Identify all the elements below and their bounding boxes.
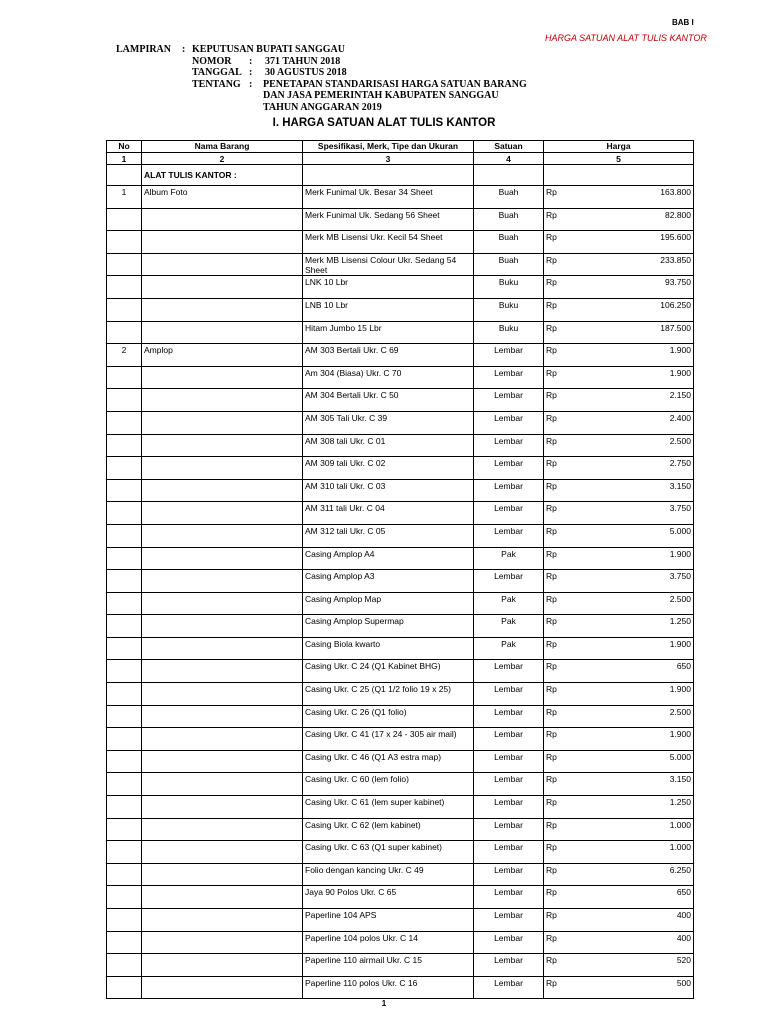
cell-satuan: Pak <box>474 615 544 638</box>
cell-satuan: Lembar <box>474 434 544 457</box>
empty-cell <box>303 165 474 186</box>
column-number: 2 <box>142 153 303 165</box>
cell-currency: Rp <box>544 705 570 728</box>
cell-currency: Rp <box>544 750 570 773</box>
cell-satuan: Lembar <box>474 773 544 796</box>
cell-satuan: Pak <box>474 547 544 570</box>
cell-no <box>107 886 142 909</box>
table-row <box>107 705 694 728</box>
cell-satuan: Lembar <box>474 344 544 367</box>
cell-satuan: Lembar <box>474 479 544 502</box>
table-row <box>107 479 694 502</box>
cell-currency: Rp <box>544 592 570 615</box>
cell-currency: Rp <box>544 298 570 321</box>
cell-spesifikasi: Am 304 (Biasa) Ukr. C 70 <box>303 366 474 389</box>
page-subtitle: HARGA SATUAN ALAT TULIS KANTOR <box>545 33 707 43</box>
cell-nama-barang <box>142 705 303 728</box>
empty-cell <box>474 165 544 186</box>
table-row <box>107 434 694 457</box>
cell-spesifikasi: Folio dengan kancing Ukr. C 49 <box>303 863 474 886</box>
cell-spesifikasi: AM 312 tali Ukr. C 05 <box>303 524 474 547</box>
cell-currency: Rp <box>544 434 570 457</box>
cell-harga: 93.750 <box>570 276 694 299</box>
cell-no <box>107 773 142 796</box>
cell-no <box>107 434 142 457</box>
cell-currency: Rp <box>544 186 570 209</box>
cell-satuan: Lembar <box>474 366 544 389</box>
cell-no <box>107 909 142 932</box>
table-row <box>107 502 694 525</box>
cell-spesifikasi: Paperline 104 APS <box>303 909 474 932</box>
table-row <box>107 457 694 480</box>
cell-no: 2 <box>107 344 142 367</box>
price-table <box>106 140 694 999</box>
cell-currency: Rp <box>544 796 570 819</box>
cell-currency: Rp <box>544 773 570 796</box>
page-number: 1 <box>381 999 387 1008</box>
cell-spesifikasi: Merk Funimal Uk. Sedang 56 Sheet <box>303 208 474 231</box>
table-row <box>107 321 694 344</box>
table-row <box>107 976 694 999</box>
cell-satuan: Lembar <box>474 389 544 412</box>
cell-no <box>107 637 142 660</box>
column-number: 4 <box>474 153 544 165</box>
empty-cell <box>544 165 694 186</box>
cell-satuan: Lembar <box>474 886 544 909</box>
table-row <box>107 570 694 593</box>
cell-spesifikasi: LNK 10 Lbr <box>303 276 474 299</box>
cell-no <box>107 231 142 254</box>
cell-satuan: Buah <box>474 253 544 276</box>
cell-harga: 1.000 <box>570 841 694 864</box>
cell-spesifikasi: AM 311 tali Ukr. C 04 <box>303 502 474 525</box>
cell-spesifikasi: AM 310 tali Ukr. C 03 <box>303 479 474 502</box>
cell-currency: Rp <box>544 841 570 864</box>
table-row <box>107 276 694 299</box>
cell-nama-barang <box>142 479 303 502</box>
cell-no <box>107 411 142 434</box>
cell-no <box>107 728 142 751</box>
cell-currency: Rp <box>544 547 570 570</box>
cell-harga: 187.500 <box>570 321 694 344</box>
cell-currency: Rp <box>544 818 570 841</box>
cell-currency: Rp <box>544 479 570 502</box>
table-row <box>107 909 694 932</box>
cell-spesifikasi: AM 308 tali Ukr. C 01 <box>303 434 474 457</box>
cell-nama-barang <box>142 547 303 570</box>
header-harga: Harga <box>544 141 694 153</box>
table-row <box>107 186 694 209</box>
cell-harga: 2.400 <box>570 411 694 434</box>
cell-spesifikasi: AM 303 Bertali Ukr. C 69 <box>303 344 474 367</box>
lampiran-label: LAMPIRAN <box>116 44 171 55</box>
cell-spesifikasi: Casing Ukr. C 61 (lem super kabinet) <box>303 796 474 819</box>
column-number: 5 <box>544 153 694 165</box>
table-row <box>107 637 694 660</box>
header-nama-barang: Nama Barang <box>142 141 303 153</box>
cell-harga: 3.150 <box>570 479 694 502</box>
cell-spesifikasi: Merk MB Lisensi Ukr. Kecil 54 Sheet <box>303 231 474 254</box>
cell-no <box>107 705 142 728</box>
cell-spesifikasi: Paperline 110 airmail Ukr. C 15 <box>303 954 474 977</box>
cell-harga: 2.500 <box>570 592 694 615</box>
cell-spesifikasi: Casing Amplop A3 <box>303 570 474 593</box>
tanggal-label: TANGGAL <box>192 67 242 78</box>
cell-nama-barang <box>142 909 303 932</box>
cell-no <box>107 750 142 773</box>
nomor-value: 371 TAHUN 2018 <box>265 55 341 67</box>
cell-spesifikasi: Casing Amplop A4 <box>303 547 474 570</box>
cell-nama-barang: Album Foto <box>142 186 303 209</box>
cell-harga: 82.800 <box>570 208 694 231</box>
cell-satuan: Lembar <box>474 728 544 751</box>
cell-no <box>107 841 142 864</box>
cell-harga: 5.000 <box>570 524 694 547</box>
cell-no <box>107 276 142 299</box>
cell-spesifikasi: Casing Ukr. C 46 (Q1 A3 estra map) <box>303 750 474 773</box>
cell-harga: 650 <box>570 886 694 909</box>
cell-spesifikasi: Casing Ukr. C 63 (Q1 super kabinet) <box>303 841 474 864</box>
cell-spesifikasi: AM 309 tali Ukr. C 02 <box>303 457 474 480</box>
cell-satuan: Lembar <box>474 457 544 480</box>
table-row <box>107 750 694 773</box>
cell-no: 1 <box>107 186 142 209</box>
cell-harga: 233.850 <box>570 253 694 276</box>
cell-nama-barang <box>142 524 303 547</box>
cell-no <box>107 479 142 502</box>
cell-nama-barang: Amplop <box>142 344 303 367</box>
table-row <box>107 683 694 706</box>
cell-nama-barang <box>142 818 303 841</box>
cell-no <box>107 976 142 999</box>
cell-satuan: Lembar <box>474 863 544 886</box>
cell-harga: 520 <box>570 954 694 977</box>
cell-currency: Rp <box>544 863 570 886</box>
cell-nama-barang <box>142 976 303 999</box>
tentang-label: TENTANG <box>192 78 241 90</box>
table-row <box>107 818 694 841</box>
cell-no <box>107 457 142 480</box>
cell-spesifikasi: Paperline 110 polos Ukr. C 16 <box>303 976 474 999</box>
column-number: 1 <box>107 153 142 165</box>
cell-nama-barang <box>142 683 303 706</box>
cell-currency: Rp <box>544 231 570 254</box>
cell-currency: Rp <box>544 389 570 412</box>
cell-nama-barang <box>142 750 303 773</box>
cell-nama-barang <box>142 411 303 434</box>
cell-spesifikasi: Casing Amplop Supermap <box>303 615 474 638</box>
cell-nama-barang <box>142 570 303 593</box>
nomor-colon: : <box>249 55 253 67</box>
cell-nama-barang <box>142 276 303 299</box>
cell-no <box>107 547 142 570</box>
cell-harga: 1.900 <box>570 683 694 706</box>
cell-nama-barang <box>142 321 303 344</box>
cell-currency: Rp <box>544 253 570 276</box>
cell-satuan: Lembar <box>474 570 544 593</box>
cell-harga: 1.250 <box>570 796 694 819</box>
tentang-line-2: DAN JASA PEMERINTAH KABUPATEN SANGGAU <box>263 90 499 101</box>
cell-satuan: Buku <box>474 298 544 321</box>
header-spesifikasi: Spesifikasi, Merk, Tipe dan Ukuran <box>303 141 474 153</box>
cell-spesifikasi: LNB 10 Lbr <box>303 298 474 321</box>
tentang-colon: : <box>249 78 253 90</box>
cell-currency: Rp <box>544 208 570 231</box>
cell-satuan: Buah <box>474 231 544 254</box>
cell-spesifikasi: Paperline 104 polos Ukr. C 14 <box>303 931 474 954</box>
cell-nama-barang <box>142 660 303 683</box>
table-row <box>107 231 694 254</box>
table-row <box>107 389 694 412</box>
cell-nama-barang <box>142 389 303 412</box>
cell-currency: Rp <box>544 411 570 434</box>
cell-no <box>107 208 142 231</box>
cell-spesifikasi: Casing Amplop Map <box>303 592 474 615</box>
cell-satuan: Lembar <box>474 976 544 999</box>
cell-no <box>107 389 142 412</box>
cell-currency: Rp <box>544 637 570 660</box>
cell-currency: Rp <box>544 728 570 751</box>
cell-harga: 2.500 <box>570 434 694 457</box>
cell-nama-barang <box>142 615 303 638</box>
table-row <box>107 366 694 389</box>
column-number-row <box>107 153 694 165</box>
cell-harga: 5.000 <box>570 750 694 773</box>
keputusan-text: KEPUTUSAN BUPATI SANGGAU <box>192 44 345 55</box>
cell-satuan: Lembar <box>474 524 544 547</box>
cell-satuan: Lembar <box>474 909 544 932</box>
cell-nama-barang <box>142 886 303 909</box>
cell-currency: Rp <box>544 886 570 909</box>
header-satuan: Satuan <box>474 141 544 153</box>
cell-currency: Rp <box>544 321 570 344</box>
cell-harga: 1.000 <box>570 818 694 841</box>
cell-satuan: Lembar <box>474 796 544 819</box>
cell-satuan: Lembar <box>474 502 544 525</box>
cell-currency: Rp <box>544 931 570 954</box>
cell-spesifikasi: Casing Ukr. C 62 (lem kabinet) <box>303 818 474 841</box>
cell-satuan: Buah <box>474 208 544 231</box>
cell-no <box>107 570 142 593</box>
column-number: 3 <box>303 153 474 165</box>
cell-currency: Rp <box>544 457 570 480</box>
cell-spesifikasi: Merk Funimal Uk. Besar 34 Sheet <box>303 186 474 209</box>
cell-nama-barang <box>142 863 303 886</box>
chapter-label: BAB I <box>672 18 694 27</box>
cell-harga: 2.150 <box>570 389 694 412</box>
cell-harga: 1.900 <box>570 728 694 751</box>
cell-no <box>107 818 142 841</box>
cell-nama-barang <box>142 773 303 796</box>
table-row <box>107 841 694 864</box>
cell-harga: 3.150 <box>570 773 694 796</box>
table-row <box>107 886 694 909</box>
cell-harga: 6.250 <box>570 863 694 886</box>
cell-harga: 400 <box>570 931 694 954</box>
category-label: ALAT TULIS KANTOR : <box>142 165 303 186</box>
cell-satuan: Pak <box>474 637 544 660</box>
table-row <box>107 547 694 570</box>
cell-harga: 400 <box>570 909 694 932</box>
cell-satuan: Lembar <box>474 660 544 683</box>
cell-nama-barang <box>142 592 303 615</box>
cell-nama-barang <box>142 954 303 977</box>
cell-nama-barang <box>142 728 303 751</box>
cell-spesifikasi: Casing Ukr. C 25 (Q1 1/2 folio 19 x 25) <box>303 683 474 706</box>
table-row <box>107 728 694 751</box>
cell-harga: 195.600 <box>570 231 694 254</box>
cell-currency: Rp <box>544 524 570 547</box>
cell-no <box>107 366 142 389</box>
cell-satuan: Lembar <box>474 954 544 977</box>
cell-nama-barang <box>142 796 303 819</box>
cell-satuan: Pak <box>474 592 544 615</box>
category-row <box>107 165 694 186</box>
cell-satuan: Lembar <box>474 411 544 434</box>
cell-satuan: Buku <box>474 276 544 299</box>
cell-nama-barang <box>142 253 303 276</box>
cell-currency: Rp <box>544 683 570 706</box>
cell-no <box>107 592 142 615</box>
cell-no <box>107 524 142 547</box>
cell-satuan: Buku <box>474 321 544 344</box>
header-row <box>107 141 694 153</box>
cell-nama-barang <box>142 841 303 864</box>
cell-no <box>107 796 142 819</box>
cell-no <box>107 321 142 344</box>
cell-no <box>107 863 142 886</box>
cell-nama-barang <box>142 434 303 457</box>
cell-nama-barang <box>142 208 303 231</box>
cell-harga: 1.900 <box>570 547 694 570</box>
table-row <box>107 615 694 638</box>
document-title: I. HARGA SATUAN ALAT TULIS KANTOR <box>272 117 496 129</box>
cell-harga: 1.900 <box>570 344 694 367</box>
table-row <box>107 524 694 547</box>
tanggal-colon: : <box>249 67 253 78</box>
lampiran-colon: : <box>182 44 186 55</box>
cell-nama-barang <box>142 457 303 480</box>
cell-satuan: Lembar <box>474 683 544 706</box>
cell-harga: 2.750 <box>570 457 694 480</box>
cell-harga: 1.900 <box>570 637 694 660</box>
cell-satuan: Lembar <box>474 705 544 728</box>
cell-spesifikasi: Casing Ukr. C 41 (17 x 24 - 305 air mail) <box>303 728 474 751</box>
cell-spesifikasi: AM 304 Bertali Ukr. C 50 <box>303 389 474 412</box>
cell-nama-barang <box>142 637 303 660</box>
cell-currency: Rp <box>544 276 570 299</box>
cell-no <box>107 931 142 954</box>
table-row <box>107 208 694 231</box>
cell-spesifikasi: Jaya 90 Polos Ukr. C 65 <box>303 886 474 909</box>
cell-nama-barang <box>142 366 303 389</box>
header-no: No <box>107 141 142 153</box>
table-row <box>107 253 694 276</box>
cell-harga: 163.800 <box>570 186 694 209</box>
table-row <box>107 344 694 367</box>
cell-currency: Rp <box>544 909 570 932</box>
empty-cell <box>107 165 142 186</box>
cell-harga: 2.500 <box>570 705 694 728</box>
cell-satuan: Lembar <box>474 750 544 773</box>
cell-currency: Rp <box>544 976 570 999</box>
cell-no <box>107 954 142 977</box>
cell-harga: 3.750 <box>570 570 694 593</box>
cell-currency: Rp <box>544 954 570 977</box>
cell-spesifikasi: Casing Ukr. C 26 (Q1 folio) <box>303 705 474 728</box>
cell-no <box>107 615 142 638</box>
table-row <box>107 298 694 321</box>
cell-harga: 106.250 <box>570 298 694 321</box>
cell-harga: 500 <box>570 976 694 999</box>
table-row <box>107 592 694 615</box>
table-row <box>107 954 694 977</box>
cell-currency: Rp <box>544 660 570 683</box>
cell-satuan: Lembar <box>474 931 544 954</box>
cell-currency: Rp <box>544 615 570 638</box>
table-row <box>107 773 694 796</box>
cell-spesifikasi: Casing Biola kwarto <box>303 637 474 660</box>
cell-no <box>107 683 142 706</box>
cell-harga: 1.900 <box>570 366 694 389</box>
cell-currency: Rp <box>544 570 570 593</box>
cell-spesifikasi: Casing Ukr. C 60 (lem folio) <box>303 773 474 796</box>
tentang-line-3: TAHUN ANGGARAN 2019 <box>263 101 382 113</box>
cell-no <box>107 660 142 683</box>
table-row <box>107 796 694 819</box>
cell-satuan: Lembar <box>474 841 544 864</box>
table-row <box>107 660 694 683</box>
cell-harga: 650 <box>570 660 694 683</box>
tanggal-value: 30 AGUSTUS 2018 <box>265 67 347 78</box>
cell-no <box>107 253 142 276</box>
cell-spesifikasi: Hitam Jumbo 15 Lbr <box>303 321 474 344</box>
cell-spesifikasi: AM 305 Tali Ukr. C 39 <box>303 411 474 434</box>
cell-no <box>107 298 142 321</box>
cell-nama-barang <box>142 931 303 954</box>
cell-currency: Rp <box>544 366 570 389</box>
cell-harga: 3.750 <box>570 502 694 525</box>
nomor-label: NOMOR <box>192 55 232 67</box>
cell-harga: 1.250 <box>570 615 694 638</box>
table-row <box>107 931 694 954</box>
cell-satuan: Lembar <box>474 818 544 841</box>
cell-satuan: Buah <box>474 186 544 209</box>
cell-currency: Rp <box>544 502 570 525</box>
cell-spesifikasi: Casing Ukr. C 24 (Q1 Kabinet BHG) <box>303 660 474 683</box>
cell-spesifikasi: Merk MB Lisensi Colour Ukr. Sedang 54 Sheet <box>303 253 474 276</box>
cell-nama-barang <box>142 298 303 321</box>
table-row <box>107 863 694 886</box>
cell-currency: Rp <box>544 344 570 367</box>
tentang-line-1: PENETAPAN STANDARISASI HARGA SATUAN BARANG <box>263 78 527 90</box>
cell-nama-barang <box>142 502 303 525</box>
cell-nama-barang <box>142 231 303 254</box>
cell-no <box>107 502 142 525</box>
table-row <box>107 411 694 434</box>
